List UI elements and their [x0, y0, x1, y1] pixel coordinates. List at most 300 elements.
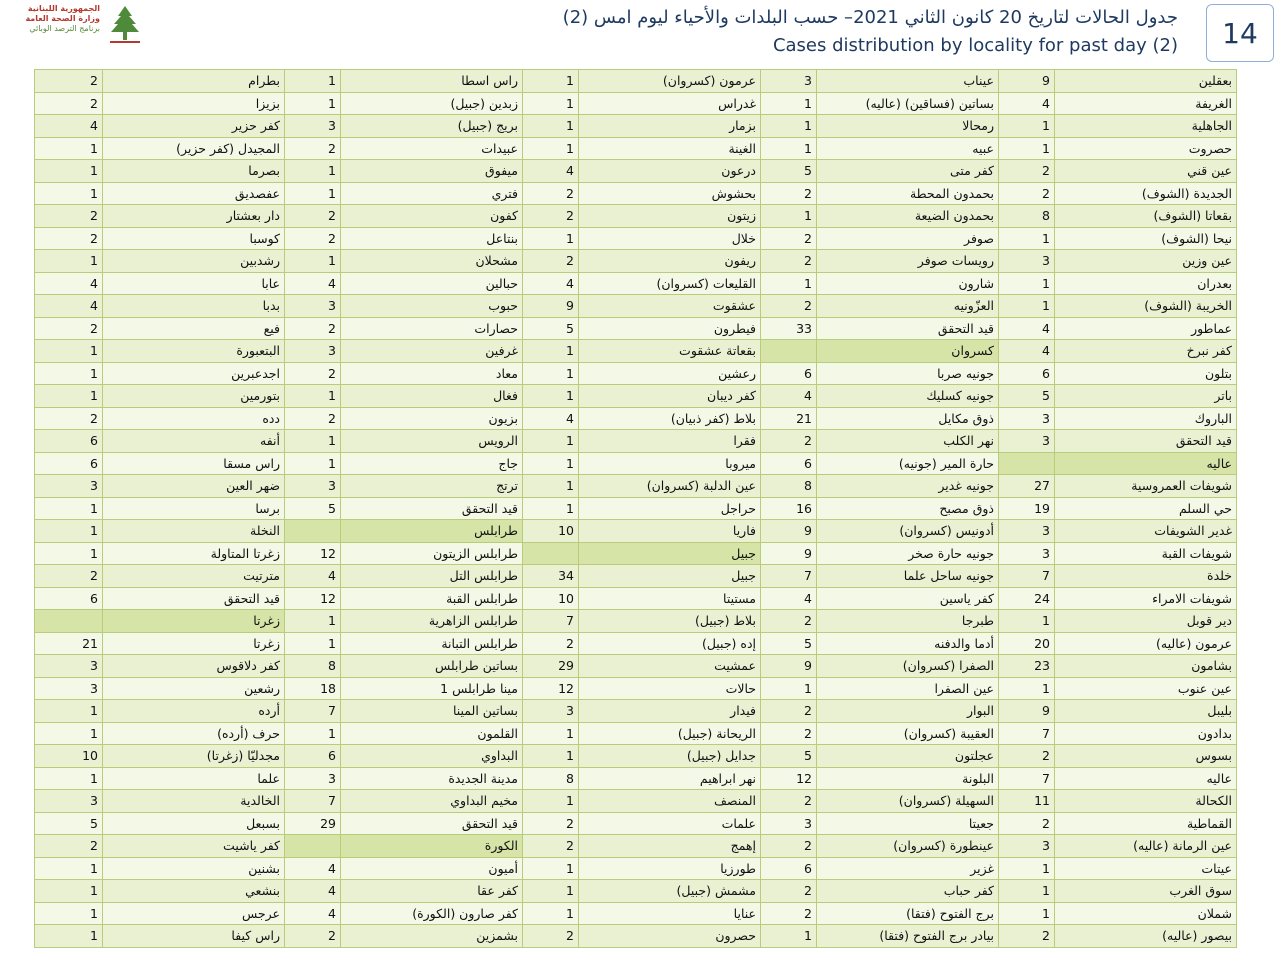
table-row: [35, 610, 1237, 633]
case-count-cell: 7: [999, 565, 1055, 588]
locality-cell: الغينة: [579, 137, 761, 160]
locality-cell: راس كيفا: [103, 925, 285, 948]
table-row: [35, 677, 1237, 700]
case-count-cell: 4: [285, 857, 341, 880]
case-count-cell: 1: [35, 385, 103, 408]
case-count-cell: 12: [285, 542, 341, 565]
locality-cell: بسوس: [1055, 745, 1237, 768]
case-count-cell: [523, 542, 579, 565]
case-count-cell: 1: [35, 160, 103, 183]
case-count-cell: 12: [761, 767, 817, 790]
locality-cell: القلمون: [341, 722, 523, 745]
table-row: [35, 317, 1237, 340]
locality-cell: بدادون: [1055, 722, 1237, 745]
case-count-cell: 9: [523, 295, 579, 318]
case-count-cell: 1: [35, 362, 103, 385]
case-count-cell: 2: [523, 835, 579, 858]
case-count-cell: [999, 452, 1055, 475]
locality-cell: كوسبا: [103, 227, 285, 250]
locality-cell: جبيل: [579, 565, 761, 588]
locality-cell: جونيه صربا: [817, 362, 999, 385]
case-count-cell: 1: [523, 745, 579, 768]
case-count-cell: 1: [285, 430, 341, 453]
table-row: [35, 497, 1237, 520]
locality-cell: حبالين: [341, 272, 523, 295]
case-count-cell: 1: [35, 182, 103, 205]
case-count-cell: 1: [35, 925, 103, 948]
case-count-cell: 1: [523, 880, 579, 903]
table-row: [35, 790, 1237, 813]
case-count-cell: 3: [35, 475, 103, 498]
case-count-cell: 3: [35, 677, 103, 700]
table-row: [35, 520, 1237, 543]
case-count-cell: 3: [35, 790, 103, 813]
locality-cell: رعشين: [579, 362, 761, 385]
ministry-logo: [8, 2, 148, 50]
locality-cell: مترتيت: [103, 565, 285, 588]
case-count-cell: 6: [285, 745, 341, 768]
case-count-cell: 1: [35, 340, 103, 363]
locality-cell: كفر نبرخ: [1055, 340, 1237, 363]
case-count-cell: 1: [35, 902, 103, 925]
locality-cell: مشمش (جبيل): [579, 880, 761, 903]
locality-cell: عفصديق: [103, 182, 285, 205]
case-count-cell: 1: [523, 92, 579, 115]
case-count-cell: 1: [761, 272, 817, 295]
locality-cell: نيحا (الشوف): [1055, 227, 1237, 250]
case-count-cell: 1: [999, 857, 1055, 880]
locality-cell: كفر حزير: [103, 115, 285, 138]
case-count-cell: 6: [761, 452, 817, 475]
case-count-cell: 1: [523, 790, 579, 813]
case-count-cell: 2: [523, 632, 579, 655]
case-count-cell: 1: [523, 227, 579, 250]
locality-cell: مدينة الجديدة: [341, 767, 523, 790]
case-count-cell: 2: [761, 182, 817, 205]
locality-cell: درعون: [579, 160, 761, 183]
locality-cell: الخريبة (الشوف): [1055, 295, 1237, 318]
case-count-cell: 2: [999, 925, 1055, 948]
case-count-cell: 7: [285, 700, 341, 723]
case-count-cell: 2: [285, 407, 341, 430]
locality-cell: ترتج: [341, 475, 523, 498]
table-row: [35, 250, 1237, 273]
case-count-cell: 7: [285, 790, 341, 813]
case-count-cell: 2: [761, 610, 817, 633]
table-row: [35, 925, 1237, 948]
case-count-cell: 5: [35, 812, 103, 835]
locality-cell: بحمدون المحطة: [817, 182, 999, 205]
locality-cell: بريج (جبيل): [341, 115, 523, 138]
locality-cell: بسبعل: [103, 812, 285, 835]
case-count-cell: 6: [761, 857, 817, 880]
locality-cell: طرابلس التبانة: [341, 632, 523, 655]
table-row: [35, 587, 1237, 610]
table-row: [35, 857, 1237, 880]
case-count-cell: 1: [285, 160, 341, 183]
case-count-cell: 6: [761, 362, 817, 385]
locality-cell: جونيه ساحل علما: [817, 565, 999, 588]
case-count-cell: 7: [999, 722, 1055, 745]
case-count-cell: 2: [761, 902, 817, 925]
case-count-cell: [761, 340, 817, 363]
case-count-cell: 2: [35, 835, 103, 858]
case-count-cell: 1: [35, 722, 103, 745]
locality-cell: دده: [103, 407, 285, 430]
locality-cell: بدبا: [103, 295, 285, 318]
case-count-cell: 1: [35, 497, 103, 520]
table-row: [35, 632, 1237, 655]
locality-cell: حصارات: [341, 317, 523, 340]
locality-cell: جاج: [341, 452, 523, 475]
cases-table: [34, 69, 1237, 948]
case-count-cell: 29: [285, 812, 341, 835]
locality-cell: الرويس: [341, 430, 523, 453]
locality-cell: العقيبة (كسروان): [817, 722, 999, 745]
case-count-cell: 1: [35, 857, 103, 880]
locality-cell: عاليه: [1055, 452, 1237, 475]
locality-cell: راس مسقا: [103, 452, 285, 475]
case-count-cell: 3: [761, 70, 817, 93]
case-count-cell: 1: [523, 362, 579, 385]
table-row: [35, 362, 1237, 385]
case-count-cell: 4: [35, 295, 103, 318]
case-count-cell: 4: [285, 565, 341, 588]
locality-cell: كفر ياسين: [817, 587, 999, 610]
case-count-cell: 4: [761, 385, 817, 408]
locality-cell: أدونيس (كسروان): [817, 520, 999, 543]
locality-cell: عين الدلبة (كسروان): [579, 475, 761, 498]
case-count-cell: 3: [999, 542, 1055, 565]
case-count-cell: 1: [35, 250, 103, 273]
locality-cell: ميروبا: [579, 452, 761, 475]
locality-cell: عنايا: [579, 902, 761, 925]
locality-cell: حصرون: [579, 925, 761, 948]
locality-cell: زغرتا المتاولة: [103, 542, 285, 565]
locality-cell: عين وزين: [1055, 250, 1237, 273]
table-row: [35, 475, 1237, 498]
case-count-cell: 10: [523, 520, 579, 543]
case-count-cell: 27: [999, 475, 1055, 498]
locality-cell: علما: [103, 767, 285, 790]
logo-text: [25, 4, 100, 34]
table-row: [35, 722, 1237, 745]
case-count-cell: 2: [999, 160, 1055, 183]
locality-cell: بقعاتة عشقوت: [579, 340, 761, 363]
locality-cell: عين الصفرا: [817, 677, 999, 700]
case-count-cell: 1: [285, 610, 341, 633]
locality-cell: مينا طرابلس 1: [341, 677, 523, 700]
locality-cell: رمحالا: [817, 115, 999, 138]
locality-cell: بعقلين: [1055, 70, 1237, 93]
locality-cell: إده (جبيل): [579, 632, 761, 655]
locality-cell: حراجل: [579, 497, 761, 520]
locality-cell: جونيه كسليك: [817, 385, 999, 408]
case-count-cell: 3: [285, 475, 341, 498]
locality-cell: عيتات: [1055, 857, 1237, 880]
locality-cell: غدراس: [579, 92, 761, 115]
case-count-cell: 2: [761, 880, 817, 903]
case-count-cell: 6: [35, 587, 103, 610]
locality-cell: ميفوق: [341, 160, 523, 183]
case-count-cell: 2: [523, 182, 579, 205]
case-count-cell: 1: [999, 902, 1055, 925]
locality-cell: جونيه غدير: [817, 475, 999, 498]
locality-cell: الكورة: [341, 835, 523, 858]
locality-cell: زغرتا: [103, 632, 285, 655]
case-count-cell: 10: [35, 745, 103, 768]
locality-cell: بشامون: [1055, 655, 1237, 678]
locality-cell: حي السلم: [1055, 497, 1237, 520]
locality-cell: كفر عقا: [341, 880, 523, 903]
locality-cell: حصروت: [1055, 137, 1237, 160]
locality-cell: بقعاتا (الشوف): [1055, 205, 1237, 228]
locality-cell: عرجس: [103, 902, 285, 925]
locality-cell: طورزيا: [579, 857, 761, 880]
case-count-cell: 4: [285, 902, 341, 925]
table-row: [35, 385, 1237, 408]
case-count-cell: 29: [523, 655, 579, 678]
locality-cell: طرابلس الزاهرية: [341, 610, 523, 633]
locality-cell: شارون: [817, 272, 999, 295]
case-count-cell: 1: [761, 137, 817, 160]
locality-cell: عين الرمانة (عاليه): [1055, 835, 1237, 858]
locality-cell: زيتون: [579, 205, 761, 228]
locality-cell: حرف (أرده): [103, 722, 285, 745]
case-count-cell: 2: [523, 205, 579, 228]
case-count-cell: 2: [285, 317, 341, 340]
locality-cell: علمات: [579, 812, 761, 835]
locality-cell: غدير الشويفات: [1055, 520, 1237, 543]
case-count-cell: 1: [999, 272, 1055, 295]
case-count-cell: 2: [35, 407, 103, 430]
locality-cell: الخالدية: [103, 790, 285, 813]
locality-cell: عرمون (كسروان): [579, 70, 761, 93]
case-count-cell: 9: [761, 542, 817, 565]
case-count-cell: 3: [35, 655, 103, 678]
locality-cell: أنفه: [103, 430, 285, 453]
locality-cell: الباروك: [1055, 407, 1237, 430]
case-count-cell: 10: [523, 587, 579, 610]
case-count-cell: 4: [999, 340, 1055, 363]
cases-table-body: [35, 70, 1237, 948]
case-count-cell: 5: [761, 632, 817, 655]
locality-cell: بتورمين: [103, 385, 285, 408]
locality-cell: بلاط (جبيل): [579, 610, 761, 633]
case-count-cell: 1: [523, 857, 579, 880]
locality-cell: حالات: [579, 677, 761, 700]
case-count-cell: 2: [523, 812, 579, 835]
locality-cell: دار بعشتار: [103, 205, 285, 228]
table-row: [35, 880, 1237, 903]
case-count-cell: 1: [523, 475, 579, 498]
locality-cell: عماطور: [1055, 317, 1237, 340]
case-count-cell: 2: [761, 700, 817, 723]
table-row: [35, 655, 1237, 678]
case-count-cell: 1: [285, 722, 341, 745]
case-count-cell: 4: [999, 92, 1055, 115]
locality-cell: فغال: [341, 385, 523, 408]
locality-cell: كفر متى: [817, 160, 999, 183]
locality-cell: شملان: [1055, 902, 1237, 925]
case-count-cell: 1: [35, 880, 103, 903]
locality-cell: فيع: [103, 317, 285, 340]
locality-cell: فقرا: [579, 430, 761, 453]
case-count-cell: 1: [35, 700, 103, 723]
locality-cell: كفر صارون (الكورة): [341, 902, 523, 925]
locality-cell: اجدعبرين: [103, 362, 285, 385]
page-number: 14: [1222, 16, 1258, 50]
locality-cell: رشعين: [103, 677, 285, 700]
locality-cell: طرابلس الزيتون: [341, 542, 523, 565]
locality-cell: فتري: [341, 182, 523, 205]
case-count-cell: 3: [999, 407, 1055, 430]
case-count-cell: 33: [761, 317, 817, 340]
locality-cell: كفر ياشيت: [103, 835, 285, 858]
case-count-cell: 2: [761, 722, 817, 745]
locality-cell: إهمج: [579, 835, 761, 858]
logo-line-2: وزارة الصحة العامة: [25, 14, 100, 23]
locality-cell: قيد التحقق: [341, 812, 523, 835]
case-count-cell: 9: [999, 700, 1055, 723]
locality-cell: قيد التحقق: [103, 587, 285, 610]
locality-cell: بيادر برج الفتوح (فتقا): [817, 925, 999, 948]
case-count-cell: 2: [761, 430, 817, 453]
table-row: [35, 745, 1237, 768]
case-count-cell: 1: [999, 677, 1055, 700]
locality-cell: شويفات القبة: [1055, 542, 1237, 565]
locality-cell: زبدين (جبيل): [341, 92, 523, 115]
locality-cell: ذوق مصبح: [817, 497, 999, 520]
table-row: [35, 115, 1237, 138]
case-count-cell: 5: [761, 160, 817, 183]
locality-cell: الجاهلية: [1055, 115, 1237, 138]
case-count-cell: 1: [999, 295, 1055, 318]
locality-cell: حبوب: [341, 295, 523, 318]
case-count-cell: 3: [285, 340, 341, 363]
locality-cell: دير قوبل: [1055, 610, 1237, 633]
case-count-cell: 6: [35, 430, 103, 453]
locality-cell: خلدة: [1055, 565, 1237, 588]
case-count-cell: 2: [285, 137, 341, 160]
locality-cell: طرابلس: [341, 520, 523, 543]
case-count-cell: 23: [999, 655, 1055, 678]
case-count-cell: 4: [999, 317, 1055, 340]
locality-cell: فاريا: [579, 520, 761, 543]
locality-cell: المجيدل (كفر حزير): [103, 137, 285, 160]
locality-cell: عشقوت: [579, 295, 761, 318]
case-count-cell: 8: [285, 655, 341, 678]
table-row: [35, 182, 1237, 205]
locality-cell: نهر الكلب: [817, 430, 999, 453]
locality-cell: بزيون: [341, 407, 523, 430]
locality-cell: صوفر: [817, 227, 999, 250]
case-count-cell: 8: [999, 205, 1055, 228]
case-count-cell: 1: [523, 340, 579, 363]
case-count-cell: 2: [285, 362, 341, 385]
cedar-logo-icon: [106, 4, 144, 44]
locality-cell: كسروان: [817, 340, 999, 363]
locality-cell: عين قني: [1055, 160, 1237, 183]
case-count-cell: 1: [285, 452, 341, 475]
case-count-cell: 7: [523, 610, 579, 633]
locality-cell: عبيه: [817, 137, 999, 160]
table-row: [35, 700, 1237, 723]
case-count-cell: 1: [285, 250, 341, 273]
case-count-cell: 5: [523, 317, 579, 340]
case-count-cell: 21: [35, 632, 103, 655]
locality-cell: قيد التحقق: [341, 497, 523, 520]
case-count-cell: 1: [761, 115, 817, 138]
locality-cell: بلاط (كفر ذبيان): [579, 407, 761, 430]
case-count-cell: 1: [761, 925, 817, 948]
locality-cell: ذوق مكايل: [817, 407, 999, 430]
locality-cell: بشمزين: [341, 925, 523, 948]
locality-cell: معاد: [341, 362, 523, 385]
case-count-cell: 3: [285, 767, 341, 790]
case-count-cell: 6: [999, 362, 1055, 385]
locality-cell: بساتين طرابلس: [341, 655, 523, 678]
locality-cell: بنتاعل: [341, 227, 523, 250]
case-count-cell: 1: [523, 115, 579, 138]
locality-cell: رويسات صوفر: [817, 250, 999, 273]
locality-cell: بصرما: [103, 160, 285, 183]
locality-cell: النخلة: [103, 520, 285, 543]
locality-cell: جبيل: [579, 542, 761, 565]
locality-cell: بنشعي: [103, 880, 285, 903]
case-count-cell: 11: [999, 790, 1055, 813]
case-count-cell: 2: [761, 790, 817, 813]
case-count-cell: 2: [761, 295, 817, 318]
table-row: [35, 272, 1237, 295]
locality-cell: عرمون (عاليه): [1055, 632, 1237, 655]
case-count-cell: 1: [523, 430, 579, 453]
case-count-cell: 2: [285, 227, 341, 250]
case-count-cell: 21: [761, 407, 817, 430]
case-count-cell: 1: [523, 722, 579, 745]
case-count-cell: 2: [523, 925, 579, 948]
locality-cell: عينطورة (كسروان): [817, 835, 999, 858]
case-count-cell: 34: [523, 565, 579, 588]
case-count-cell: 24: [999, 587, 1055, 610]
case-count-cell: 12: [285, 587, 341, 610]
page-title-arabic: جدول الحالات لتاريخ 20 كانون الثاني 2021– حسب البلدات والأحياء ليوم امس (2): [562, 7, 1178, 28]
case-count-cell: 1: [999, 880, 1055, 903]
locality-cell: القليعات (كسروان): [579, 272, 761, 295]
locality-cell: برج الفتوح (فتقا): [817, 902, 999, 925]
locality-cell: البوار: [817, 700, 999, 723]
locality-cell: السهيلة (كسروان): [817, 790, 999, 813]
case-count-cell: 4: [285, 272, 341, 295]
case-count-cell: 1: [35, 520, 103, 543]
case-count-cell: 8: [761, 475, 817, 498]
locality-cell: رشدبين: [103, 250, 285, 273]
case-count-cell: [285, 520, 341, 543]
table-row: [35, 295, 1237, 318]
locality-cell: بساتين المينا: [341, 700, 523, 723]
locality-cell: جدايل (جبيل): [579, 745, 761, 768]
locality-cell: ضهر العين: [103, 475, 285, 498]
locality-cell: قيد التحقق: [817, 317, 999, 340]
locality-cell: عاليه: [1055, 767, 1237, 790]
case-count-cell: 1: [285, 385, 341, 408]
locality-cell: أميون: [341, 857, 523, 880]
case-count-cell: 2: [285, 205, 341, 228]
case-count-cell: 3: [761, 812, 817, 835]
table-row: [35, 430, 1237, 453]
locality-cell: بشنين: [103, 857, 285, 880]
case-count-cell: 1: [999, 227, 1055, 250]
